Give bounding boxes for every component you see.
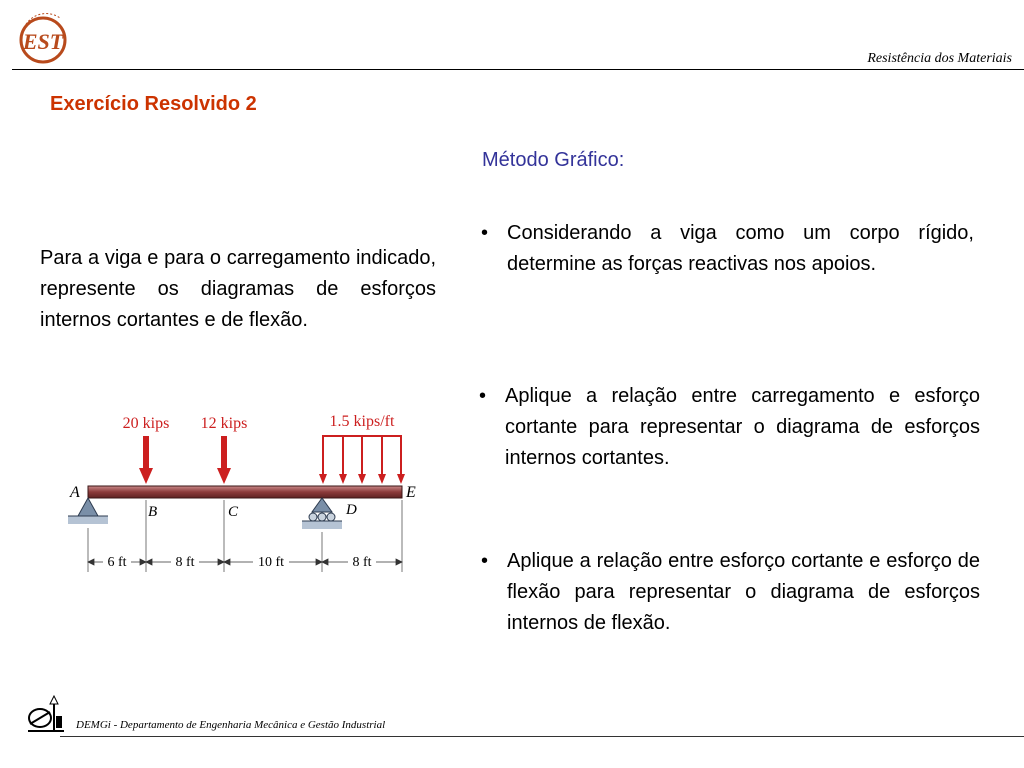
method-heading: Método Gráfico: [482, 149, 625, 171]
point-label-e: E [406, 484, 416, 501]
load-label-20kips: 20 kips [122, 415, 170, 432]
bullet-text: Aplique a relação entre esforço cortante e esforço de flexão para representar o diagrama de esforços internos de flexão. [507, 550, 980, 634]
point-label-c: C [228, 504, 239, 520]
bullet-item-3 [481, 546, 980, 639]
dimension-label: 8 ft [175, 555, 195, 570]
demgi-logo-icon [26, 694, 66, 734]
point-load-arrow-b [139, 436, 153, 484]
dimension-label: 10 ft [257, 555, 285, 570]
bullet-item-1 [481, 218, 974, 280]
bullet-marker: • [479, 385, 487, 407]
exercise-title: Exercício Resolvido 2 [50, 93, 257, 115]
est-logo-icon [10, 8, 72, 68]
load-label-distributed: 1.5 kips/ft [329, 413, 395, 430]
footer-divider [60, 736, 1024, 737]
dimension-label: 8 ft [352, 555, 372, 570]
roller-support-d [302, 498, 342, 529]
distributed-load [319, 436, 405, 484]
bullet-text: Considerando a viga como um corpo rígido, determine as forças reactivas nos apoios. [507, 222, 974, 275]
dimension-label: 6 ft [107, 555, 127, 570]
header-divider [12, 69, 1024, 70]
load-label-12kips: 12 kips [200, 415, 248, 432]
bullet-marker: • [481, 550, 489, 572]
problem-statement: Para a viga e para o carregamento indicado, represente os diagramas de esforços internos cortantes e de flexão. [40, 247, 436, 331]
beam-figure [60, 400, 420, 590]
beam [88, 486, 402, 498]
point-load-arrow-c [217, 436, 231, 484]
point-label-d: D [346, 502, 357, 518]
pin-support-a [68, 498, 108, 524]
bullet-item-2 [479, 381, 980, 474]
point-label-a: A [70, 484, 80, 501]
footer-department: DEMGi - Departamento de Engenharia Mecânica e Gestão Industrial [76, 719, 386, 731]
bullet-marker: • [481, 222, 489, 244]
bullet-text: Aplique a relação entre carregamento e esforço cortante para representar o diagrama de esforços internos cortantes. [505, 385, 980, 469]
logo-text: EST [22, 29, 64, 54]
point-label-b: B [148, 504, 158, 520]
course-title: Resistência dos Materiais [867, 51, 1012, 66]
